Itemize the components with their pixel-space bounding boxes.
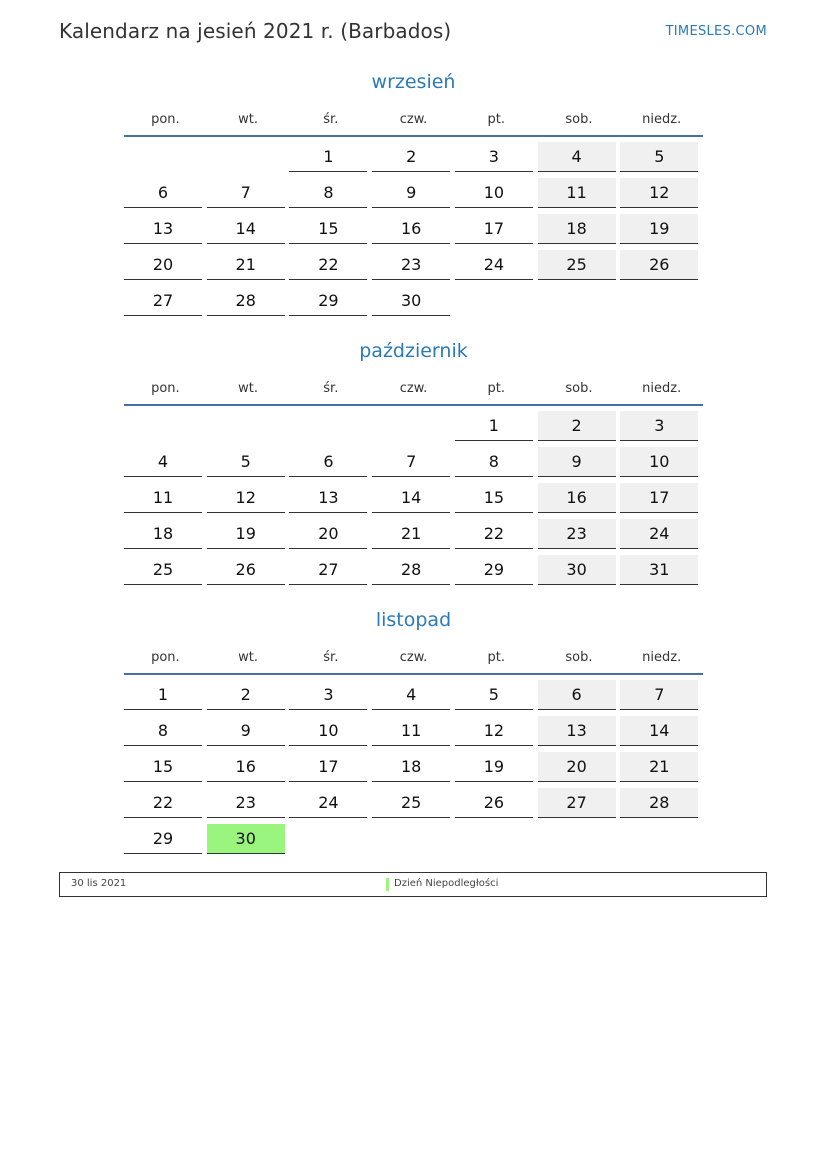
week-row — [124, 788, 703, 824]
day-cell: 26 — [207, 555, 285, 585]
week-row — [124, 447, 703, 483]
day-slot — [124, 788, 207, 824]
day-slot — [124, 716, 207, 752]
day-slot — [207, 142, 290, 178]
day-slot — [455, 716, 538, 752]
weekday-label: sob. — [565, 649, 593, 665]
day-cell: 25 — [372, 788, 450, 818]
day-slot — [620, 411, 703, 447]
day-cell: 22 — [289, 250, 367, 280]
day-slot — [289, 411, 372, 447]
weekday-label: wt. — [238, 380, 259, 396]
day-cell: 10 — [455, 178, 533, 208]
day-slot — [538, 752, 621, 788]
day-cell: 20 — [289, 519, 367, 549]
day-cell: 26 — [455, 788, 533, 818]
day-slot — [124, 286, 207, 322]
day-cell: 2 — [207, 680, 285, 710]
day-slot — [372, 178, 455, 214]
day-cell: 19 — [620, 214, 698, 244]
weekday-label: wt. — [238, 111, 259, 127]
day-slot — [207, 519, 290, 555]
weekday-header — [124, 641, 703, 673]
day-slot — [455, 752, 538, 788]
day-slot — [124, 214, 207, 250]
day-slot — [455, 142, 538, 178]
day-cell: 8 — [455, 447, 533, 477]
day-cell: 3 — [455, 142, 533, 172]
weekday-label: śr. — [323, 380, 339, 396]
month-name: październik — [359, 340, 468, 362]
day-slot — [620, 142, 703, 178]
weekday-label: czw. — [399, 649, 428, 665]
day-cell: 12 — [620, 178, 698, 208]
day-cell: 28 — [372, 555, 450, 585]
week-row — [124, 519, 703, 555]
day-cell: 17 — [620, 483, 698, 513]
day-slot — [207, 483, 290, 519]
day-slot — [620, 447, 703, 483]
week-row — [124, 752, 703, 788]
day-cell: 7 — [207, 178, 285, 208]
day-slot — [124, 519, 207, 555]
week-row — [124, 716, 703, 752]
month-october — [124, 336, 703, 591]
header-rule — [124, 673, 703, 675]
day-slot — [455, 447, 538, 483]
day-slot — [455, 411, 538, 447]
day-cell: 19 — [207, 519, 285, 549]
day-slot — [455, 788, 538, 824]
day-slot — [372, 483, 455, 519]
month-name: wrzesień — [371, 71, 456, 93]
day-cell: 30 — [538, 555, 616, 585]
day-slot — [289, 824, 372, 860]
day-cell: 27 — [289, 555, 367, 585]
day-slot — [538, 411, 621, 447]
weekday-label: pt. — [487, 111, 505, 127]
weekday-label: śr. — [323, 111, 339, 127]
day-cell: 18 — [372, 752, 450, 782]
month-september — [124, 67, 703, 322]
day-cell: 11 — [124, 483, 202, 513]
weekday-label: czw. — [399, 111, 428, 127]
day-cell: 21 — [207, 250, 285, 280]
day-cell: 26 — [620, 250, 698, 280]
day-cell: 8 — [124, 716, 202, 746]
week-row — [124, 214, 703, 250]
day-slot — [289, 788, 372, 824]
day-slot — [289, 555, 372, 591]
weekday-label: sob. — [565, 111, 593, 127]
day-cell: 3 — [620, 411, 698, 441]
day-cell: 27 — [124, 286, 202, 316]
day-cell: 27 — [538, 788, 616, 818]
day-cell: 19 — [455, 752, 533, 782]
day-cell: 15 — [289, 214, 367, 244]
day-slot — [207, 214, 290, 250]
day-cell: 1 — [289, 142, 367, 172]
header-rule — [124, 404, 703, 406]
day-slot — [372, 680, 455, 716]
day-cell: 20 — [538, 752, 616, 782]
week-row — [124, 680, 703, 716]
day-cell: 25 — [124, 555, 202, 585]
week-row — [124, 178, 703, 214]
day-slot — [538, 824, 621, 860]
week-row — [124, 483, 703, 519]
weekday-label: wt. — [238, 649, 259, 665]
day-cell: 9 — [538, 447, 616, 477]
day-cell: 12 — [455, 716, 533, 746]
day-slot — [538, 142, 621, 178]
week-row — [124, 250, 703, 286]
day-slot — [124, 752, 207, 788]
weekday-label: pt. — [487, 649, 505, 665]
day-cell: 13 — [538, 716, 616, 746]
day-cell: 18 — [124, 519, 202, 549]
weekday-label: śr. — [323, 649, 339, 665]
day-slot — [289, 214, 372, 250]
day-cell: 20 — [124, 250, 202, 280]
day-cell: 8 — [289, 178, 367, 208]
day-slot — [207, 824, 290, 860]
weekday-label: niedz. — [642, 649, 682, 665]
day-cell: 3 — [289, 680, 367, 710]
day-slot — [124, 680, 207, 716]
day-cell: 6 — [538, 680, 616, 710]
week-row — [124, 142, 703, 178]
weekday-label: pon. — [151, 111, 180, 127]
day-cell: 29 — [289, 286, 367, 316]
day-cell: 22 — [455, 519, 533, 549]
day-slot — [207, 716, 290, 752]
day-cell: 21 — [620, 752, 698, 782]
weekday-label: pt. — [487, 380, 505, 396]
header-rule — [124, 135, 703, 137]
day-cell: 11 — [538, 178, 616, 208]
day-slot — [538, 555, 621, 591]
day-slot — [620, 178, 703, 214]
day-cell: 10 — [620, 447, 698, 477]
day-slot — [538, 716, 621, 752]
day-slot — [455, 824, 538, 860]
day-slot — [455, 680, 538, 716]
day-slot — [207, 788, 290, 824]
weekday-header — [124, 372, 703, 404]
day-slot — [620, 519, 703, 555]
holiday-color-marker — [386, 878, 389, 891]
day-slot — [620, 824, 703, 860]
day-slot — [455, 178, 538, 214]
day-slot — [538, 788, 621, 824]
day-slot — [372, 411, 455, 447]
day-slot — [372, 824, 455, 860]
day-cell: 28 — [207, 286, 285, 316]
day-cell: 5 — [455, 680, 533, 710]
day-slot — [538, 250, 621, 286]
day-slot — [124, 178, 207, 214]
day-slot — [289, 716, 372, 752]
day-slot — [207, 411, 290, 447]
day-cell: 7 — [620, 680, 698, 710]
day-cell: 10 — [289, 716, 367, 746]
day-slot — [538, 483, 621, 519]
day-slot — [455, 483, 538, 519]
day-slot — [538, 286, 621, 322]
day-slot — [207, 286, 290, 322]
week-row — [124, 411, 703, 447]
day-slot — [620, 250, 703, 286]
day-slot — [372, 447, 455, 483]
day-cell: 13 — [289, 483, 367, 513]
day-cell: 9 — [207, 716, 285, 746]
day-slot — [372, 142, 455, 178]
day-cell: 18 — [538, 214, 616, 244]
day-cell: 12 — [207, 483, 285, 513]
day-cell: 13 — [124, 214, 202, 244]
weekday-label: niedz. — [642, 380, 682, 396]
holiday-legend — [59, 872, 767, 897]
day-cell: 22 — [124, 788, 202, 818]
day-cell: 7 — [372, 447, 450, 477]
day-slot — [289, 752, 372, 788]
page-title: Kalendarz na jesień 2021 r. (Barbados) — [59, 19, 452, 43]
day-slot — [372, 286, 455, 322]
day-slot — [207, 447, 290, 483]
day-cell: 5 — [207, 447, 285, 477]
weekday-header — [124, 103, 703, 135]
day-cell: 31 — [620, 555, 698, 585]
day-slot — [372, 250, 455, 286]
day-cell: 15 — [455, 483, 533, 513]
day-cell: 29 — [124, 824, 202, 854]
day-cell: 5 — [620, 142, 698, 172]
day-cell: 16 — [372, 214, 450, 244]
day-slot — [455, 519, 538, 555]
day-slot — [289, 142, 372, 178]
day-slot — [207, 752, 290, 788]
day-slot — [289, 680, 372, 716]
day-slot — [207, 680, 290, 716]
day-slot — [620, 555, 703, 591]
day-cell: 17 — [455, 214, 533, 244]
day-slot — [455, 286, 538, 322]
month-name: listopad — [375, 609, 452, 631]
day-cell: 11 — [372, 716, 450, 746]
day-cell: 25 — [538, 250, 616, 280]
day-slot — [620, 752, 703, 788]
day-cell: 4 — [538, 142, 616, 172]
day-cell: 23 — [207, 788, 285, 818]
day-slot — [372, 752, 455, 788]
day-slot — [538, 214, 621, 250]
day-slot — [372, 788, 455, 824]
day-slot — [124, 824, 207, 860]
day-cell: 4 — [372, 680, 450, 710]
weekday-label: sob. — [565, 380, 593, 396]
day-cell: 23 — [538, 519, 616, 549]
day-cell: 24 — [289, 788, 367, 818]
day-slot — [289, 483, 372, 519]
day-cell: 15 — [124, 752, 202, 782]
day-slot — [124, 447, 207, 483]
weekday-label: czw. — [399, 380, 428, 396]
day-slot — [620, 214, 703, 250]
day-cell: 1 — [455, 411, 533, 441]
day-cell: 28 — [620, 788, 698, 818]
day-slot — [455, 214, 538, 250]
day-slot — [620, 286, 703, 322]
day-cell: 2 — [372, 142, 450, 172]
day-cell: 23 — [372, 250, 450, 280]
weekday-label: pon. — [151, 380, 180, 396]
day-slot — [372, 214, 455, 250]
day-slot — [207, 250, 290, 286]
holiday-date: 30 lis 2021 — [71, 878, 127, 889]
day-slot — [620, 483, 703, 519]
day-cell: 21 — [372, 519, 450, 549]
day-slot — [538, 680, 621, 716]
holiday-name: Dzień Niepodległości — [394, 878, 499, 889]
day-cell: 14 — [620, 716, 698, 746]
day-slot — [538, 447, 621, 483]
day-cell: 17 — [289, 752, 367, 782]
week-row — [124, 286, 703, 322]
day-cell: 4 — [124, 447, 202, 477]
day-slot — [289, 447, 372, 483]
day-cell: 14 — [372, 483, 450, 513]
week-row — [124, 555, 703, 591]
day-slot — [207, 178, 290, 214]
day-slot — [289, 286, 372, 322]
day-slot — [620, 788, 703, 824]
day-slot — [124, 411, 207, 447]
day-cell: 2 — [538, 411, 616, 441]
weekday-label: pon. — [151, 649, 180, 665]
weekday-label: niedz. — [642, 111, 682, 127]
day-slot — [372, 555, 455, 591]
brand-link[interactable]: TIMESLES.COM — [665, 24, 767, 39]
day-slot — [620, 716, 703, 752]
day-cell: 14 — [207, 214, 285, 244]
holiday-day-cell: 30 — [207, 824, 285, 854]
day-cell: 16 — [207, 752, 285, 782]
day-slot — [372, 716, 455, 752]
day-slot — [289, 250, 372, 286]
day-cell: 6 — [124, 178, 202, 208]
day-cell: 9 — [372, 178, 450, 208]
day-slot — [124, 250, 207, 286]
day-slot — [124, 483, 207, 519]
day-slot — [289, 519, 372, 555]
day-slot — [124, 555, 207, 591]
day-slot — [207, 555, 290, 591]
day-slot — [538, 519, 621, 555]
day-cell: 6 — [289, 447, 367, 477]
day-slot — [372, 519, 455, 555]
day-slot — [455, 555, 538, 591]
day-slot — [455, 250, 538, 286]
day-slot — [538, 178, 621, 214]
day-cell: 1 — [124, 680, 202, 710]
day-slot — [620, 680, 703, 716]
week-row — [124, 824, 703, 860]
day-cell: 16 — [538, 483, 616, 513]
month-november — [124, 605, 703, 860]
day-cell: 24 — [620, 519, 698, 549]
day-cell: 24 — [455, 250, 533, 280]
day-cell: 29 — [455, 555, 533, 585]
day-cell: 30 — [372, 286, 450, 316]
day-slot — [289, 178, 372, 214]
day-slot — [124, 142, 207, 178]
